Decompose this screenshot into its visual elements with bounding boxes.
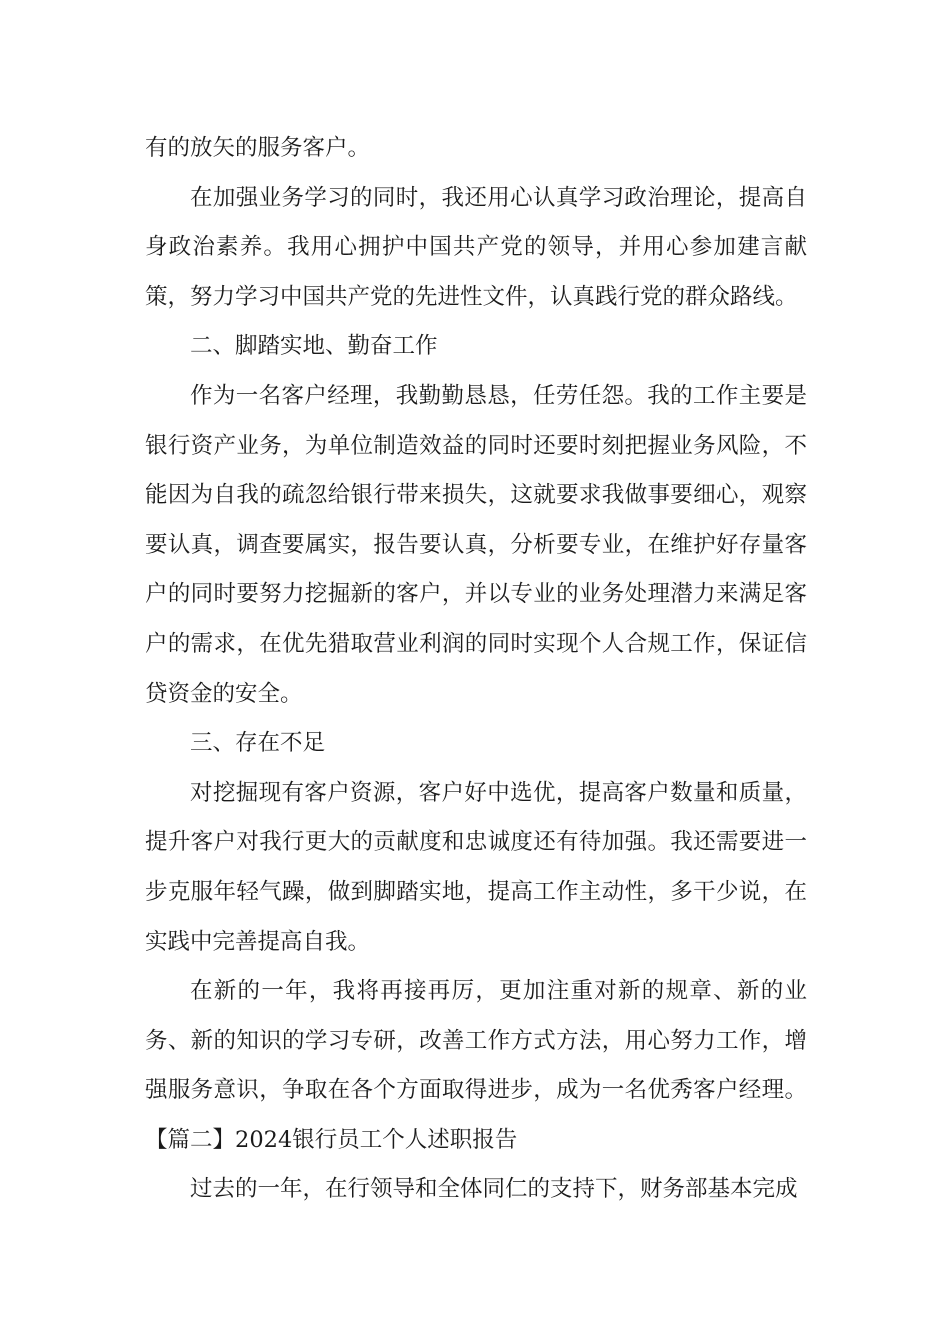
paragraph: 在新的一年，我将再接再厉，更加注重对新的规章、新的业务、新的知识的学习专研，改善工作方式方法，用心努力工作，增强服务意识，争取在各个方面取得进步，成为一名优秀客户经理。【篇二】2024银行员工个人述职报告 (145, 978, 807, 1153)
paragraph: 作为一名客户经理，我勤勤恳恳，任劳任怨。我的工作主要是银行资产业务，为单位制造效益的同时还要时刻把握业务风险，不能因为自我的疏忽给银行带来损失，这就要求我做事要细心，观察要认真，调查要属实，报告要认真，分析要专业，在维护好存量客户的同时要努力挖掘新的客户，并以专业的业务处理潜力来满足客户的需求，在优先猎取营业利润的同时实现个人合规工作，保证信贷资金的安全。 (145, 382, 807, 707)
paragraph: 对挖掘现有客户资源，客户好中选优，提高客户数量和质量，提升客户对我行更大的贡献度和忠诚度还有待加强。我还需要进一步克服年轻气躁，做到脚踏实地，提高工作主动性，多干少说，在实践中完善提高自我。 (145, 779, 807, 955)
section-heading: 三、存在不足 (190, 730, 326, 757)
document-body (145, 124, 807, 1215)
paragraph: 在加强业务学习的同时，我还用心认真学习政治理论，提高自身政治素养。我用心拥护中国共产党的领导，并用心参加建言献策，努力学习中国共产党的先进性文件，认真践行党的群众路线。 (145, 184, 807, 310)
section-heading: 二、脚踏实地、勤奋工作 (190, 333, 438, 360)
paragraph: 过去的一年，在行领导和全体同仁的支持下，财务部基本完成 (190, 1176, 798, 1203)
paragraph: 有的放矢的服务客户。 (145, 135, 371, 161)
